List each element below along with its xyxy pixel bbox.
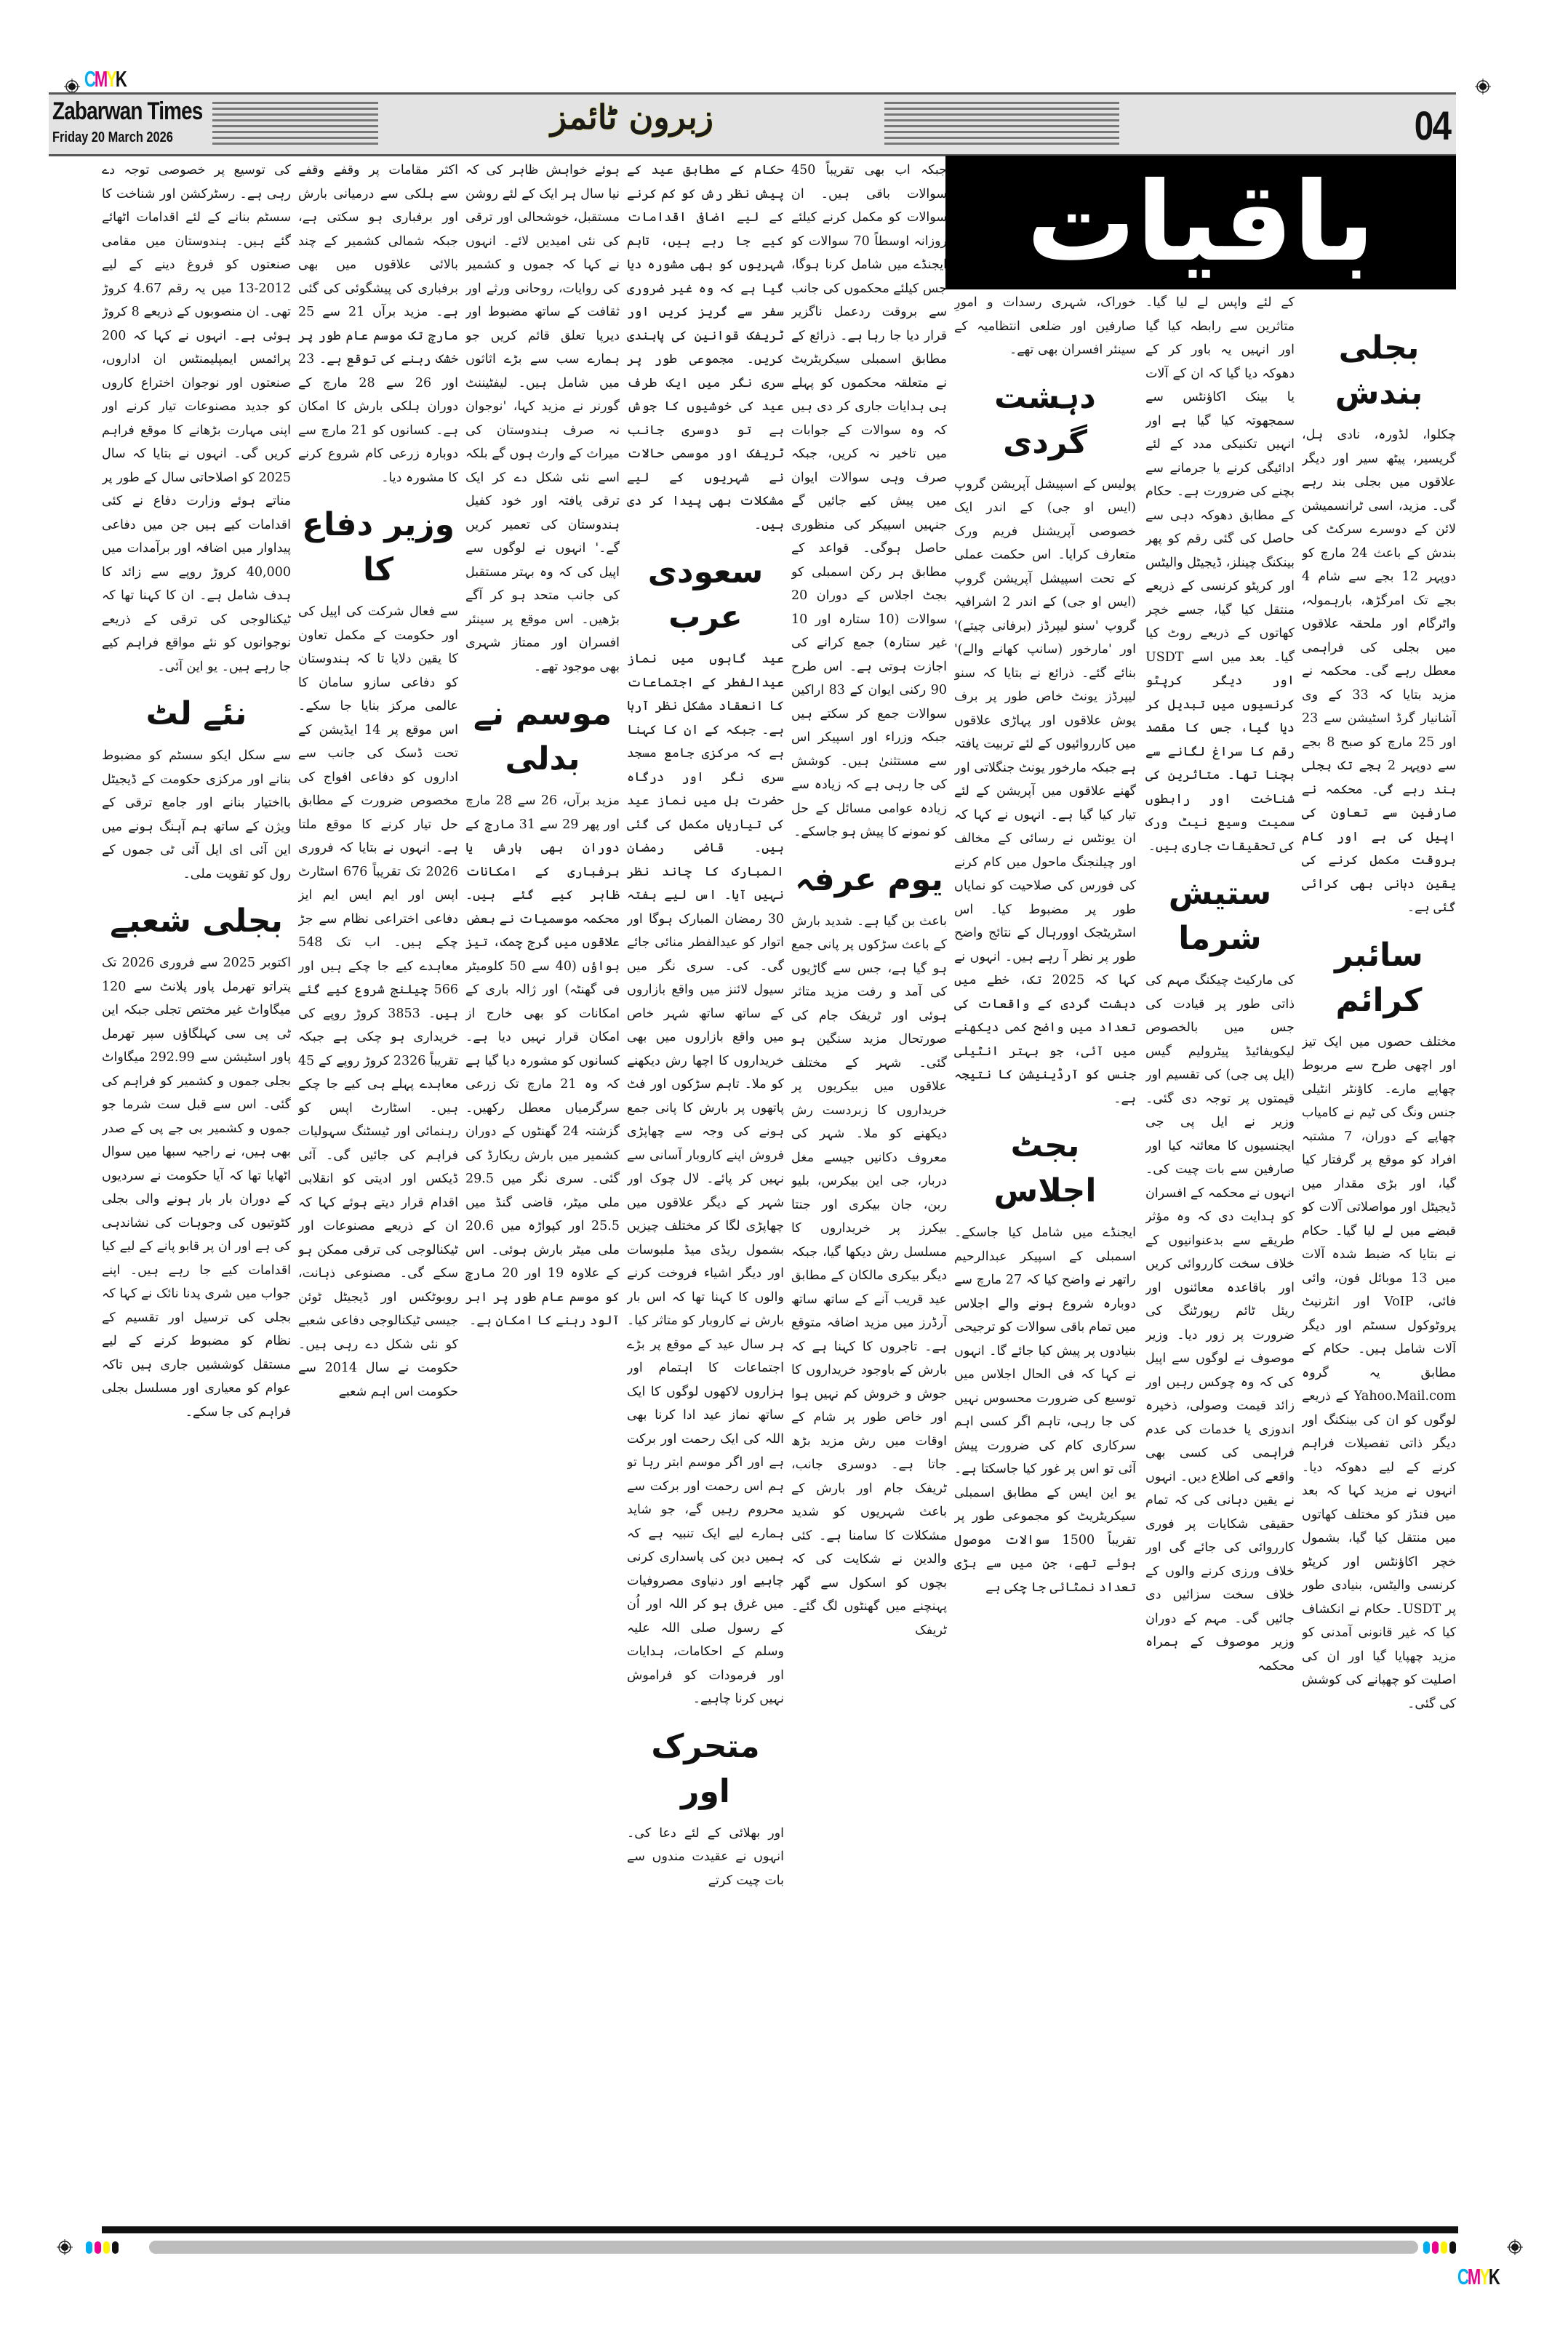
news-column (298, 159, 458, 2218)
article-body: اکثر مقامات پر وقفے وقفے سے ہلکی سے درمیانی بارش اور برفباری ہو سکتی ہے، جبکہ شمالی کشمیر کے چند بالائی علاقوں میں بھی برفباری کی پیشگوئی کی گئی ہے۔ مزید برآں 21 سے 25 مارچ تک موسم عام طور پر خشک رہنے کی توقع ہے۔ 23 اور 26 سے 28 مارچ کے دوران ہلکی بارش کا امکان ہے۔ کسانوں کو 21 مارچ سے دوبارہ زرعی کام شروع کرنے کا مشورہ دیا۔ (298, 163, 458, 485)
news-column (627, 159, 784, 2218)
news-column (102, 159, 291, 2218)
news-column (954, 291, 1136, 2218)
article-headline: سائبر کرائم (1335, 936, 1423, 1019)
article-headline: بجٹ اجلاس (993, 1127, 1097, 1209)
color-swatches-right (1423, 2241, 1456, 2254)
page-number: 04 (1414, 103, 1450, 148)
article-body: کے لئے واپس لے لیا گیا۔ متاثرین سے رابطہ کیا گیا اور انہیں یہ باور کر کے دھوکہ دیا گیا کہ ان کے آلات یا بینک اکاؤنٹس سے سمجھوتہ کیا گیا ہے اور انہیں تکنیکی مدد کے لئے ادائیگی کرنے یا جرمانے سے بچنے کی ضرورت ہے۔ حکام کے مطابق دھوکہ دہی سے حاصل کی گئی رقم کو پھر بینکنگ چینلز، ڈیجیٹل والیٹس اور کرپٹو کرنسی کے ذریعے منتقل کیا گیا، جسے خچر کھاتوں کے ذریعے روٹ کیا گیا۔ بعد میں اسے USDT اور دیگر کرپٹو کرنسیوں میں تبدیل کر دیا گیا، جس کا مقصد رقم کا سراغ لگانے سے بچنا تھا۔ متاثرین کی شناخت اور رابطوں سمیت وسیع نیٹ ورک کی تحقیقات جاری ہیں۔ (1145, 295, 1295, 854)
article-body: مزید برآں، 26 سے 28 مارچ اور پھر 29 سے 31 مارچ کے دوران بھی بارش یا برفباری کے امکانات ظاہر کیے گئے ہیں۔ محکمہ موسمیات نے بعض علاقوں میں گرج چمک، تیز ہواؤں (40 سے 50 کلومیٹر فی گھنٹہ) اور ژالہ باری کے امکانات کو بھی خارج از امکان قرار نہیں دیا ہے۔ کسانوں کو مشورہ دیا گیا ہے کہ وہ 21 مارچ تک زرعی سرگرمیاں معطل رکھیں۔ گزشتہ 24 گھنٹوں کے دوران کشمیر میں بارش ریکارڈ کی گئی۔ سری نگر میں 29.5 ملی میٹر، قاضی گنڈ میں 25.5 اور کپواڑہ میں 20.6 ملی میٹر بارش ہوئی۔ اس کے علاوہ 19 اور 20 مارچ کو موسم عام طور پر ابر آلود رہنے کا امکان ہے۔ (465, 793, 620, 1328)
color-swatches-left (86, 2241, 119, 2254)
news-column (1145, 291, 1295, 2218)
masthead-date: Friday 20 March 2026 (52, 129, 173, 145)
masthead-urdu-logo: زبرون ٹائمز (550, 97, 713, 137)
article-headline: یوم عرفہ (795, 860, 943, 898)
masthead (49, 92, 1456, 156)
registration-mark-top-right (1475, 79, 1491, 95)
article-body: کی مارکیٹ چیکنگ مہم کی ذاتی طور پر قیادت کی جس میں بالخصوص لیکویفائیڈ پیٹرولیم گیس (ایل پی جی) کی تقسیم اور قیمتوں پر توجہ دی گئی۔ وزیر نے ایل پی جی ایجنسیوں کا معائنہ کیا اور صارفین سے بات چیت کی۔ انہوں نے محکمہ کے افسران کو ہدایت دی کہ وہ مؤثر طریقے سے بدعنوانیوں کے خلاف سخت کارروائی کریں اور باقاعدہ معائنوں اور ریئل ٹائم رپورٹنگ کی ضرورت پر زور دیا۔ وزیر موصوف نے لوگوں سے اپیل کی کہ وہ چوکس رہیں اور زائد قیمت وصولی، ذخیرہ اندوزی یا خدمات کی عدم فراہمی کی کسی بھی واقعے کی اطلاع دیں۔ انہوں نے یقین دہانی کی کہ تمام حقیقی شکایات پر فوری کارروائی کی جائے گی اور خلاف ورزی کرنے والوں کے خلاف سخت سزائیں دی جائیں گی۔ مہم کے دوران وزیر موصوف کے ہمراہ محکمہ (1145, 973, 1295, 1673)
news-column (791, 159, 947, 2218)
article-body: مختلف حصوں میں ایک تیز اور اچھی طرح سے مربوط چھاپے مارے۔ کاؤنٹر انٹیلی جنس ونگ کی ٹیم نے کامیاب چھاپے کے دوران، 7 مشتبہ افراد کو موقع پر گرفتار کیا گیا، اور بڑی مقدار میں ڈیجیٹل اور مواصلاتی آلات کو قبضے میں لے لیا گیا۔ حکام نے بتایا کہ ضبط شدہ آلات میں 13 موبائل فون، وائی فائی، VoIP اور انٹرنیٹ پروٹوکول سسٹم اور دیگر آلات شامل ہیں۔ حکام کے مطابق یہ گروہ Yahoo.Mail.com کے ذریعے لوگوں کو ان کی بینکنگ اور دیگر ذاتی تفصیلات فراہم کرنے کے لیے دھوکہ دیا۔ انہوں نے مزید کہا کہ بعد میں فنڈز کو مختلف کھاتوں میں منتقل کیا گیا، بشمول خچر اکاؤنٹس اور کرپٹو کرنسی والیٹس، بنیادی طور پر USDT۔ حکام نے انکشاف کیا کہ غیر قانونی آمدنی کو مزید چھپایا گیا اور ان کی اصلیت کو چھپانے کی کوشش کی گئی۔ (1302, 1034, 1456, 1711)
article-body: پولیس کے اسپیشل آپریشن گروپ (ایس او جی) کے اندر ایک خصوصی آپریشنل فریم ورک متعارف کرایا۔ اس حکمت عملی کے تحت اسپیشل آپریشن گروپ (ایس او جی) کے اندر 2 اشرافیہ گروپ 'سنو لیپرڈز (برفانی چیتے)' اور 'مارخور (سانپ کھانے والے)' بنائے گئے۔ ذرائع نے بتایا کہ سنو لیپرڈز یونٹ خاص طور پر برف پوش علاقوں اور پہاڑی علاقوں میں کارروائیوں کے لئے تربیت یافتہ ہے جبکہ مارخور یونٹ جنگلاتی اور گھنے علاقوں میں آپریشن کے لئے تیار کیا گیا ہے۔ انہوں نے کہا کہ ان یونٹس نے رسائی کے مخالف اور چیلنجنگ ماحول میں کام کرنے کی فورس کی صلاحیت کو نمایاں طور پر مضبوط کیا۔ اس اسٹریٹجک اوورہال کے نتائج واضح طور پر نظر آ رہے ہیں۔ انہوں نے کہا کہ 2025 تک، خطے میں دہشت گردی کے واقعات کی تعداد میں واضح کمی دیکھنے میں آئی، جو بہتر انٹیلی جنس کو آرڈینیشن کا نتیجہ ہے۔ (954, 476, 1136, 1106)
article-body: عید گاہوں میں نماز عیدالفطر کے اجتماعات کا انعقاد مشکل نظر آرہا ہے۔ جبکہ کے ان کا کہنا ہے کہ مرکزی جامع مسجد سری نگر اور درگاہ حضرت بل میں نماز عید کی تیاریاں مکمل کی گئی ہیں۔ قاضی رمضان المبارک کا چاند نظر نہیں آیا۔ اس لیے ہفتہ 30 رمضان المبارک ہوگا اور اتوار کو عیدالفطر منائی جائے گی۔ کی۔ سری نگر میں سیول لائنز میں واقع بازاروں کے ساتھ ساتھ شہر خاص میں واقع بازاروں میں بھی خریداروں کا اچھا رش دیکھنے کو ملا۔ تاہم سڑکوں اور فٹ پاتھوں پر بارش کا پانی جمع ہونے کی وجہ سے چھاپڑی فروش اپنے کاروبار آسانی سے نہیں کر پائے۔ لال چوک اور شہر کے دیگر علاقوں میں چھاپڑی لگا کر مختلف چیزیں بشمول ریڈی میڈ ملبوسات اور دیگر اشیاء فروخت کرنے والوں کا کہنا تھا کہ اس بار بارش نے کاروبار کو متاثر کیا۔ ہر سال عید کے موقع پر بڑے اجتماعات کا اہتمام اور ہزاروں لاکھوں لوگوں کا ایک ساتھ نماز عید ادا کرنا بھی اللہ کی ایک رحمت اور برکت ہے اور اگر موسم ابتر رہا تو ہم اس رحمت اور برکت سے محروم رہیں گے، جو شاید ہمارے لیے ایک تنبیہ ہے کہ ہمیں دین کی پاسداری کرنی چاہیے اور دنیاوی مصروفیات میں غرق ہو کر اللہ اور اُن کے رسول صلی اللہ علیہ وسلم کے احکامات، ہدایات اور فرمودات کو فراموش نہیں کرنا چاہیے۔ (627, 652, 784, 1706)
registration-target-icon (1475, 79, 1491, 95)
cmyk-label-bottom: CMYK (1457, 2263, 1499, 2289)
article-headline: موسم نے بدلی (473, 695, 612, 777)
article-headline: ستیش شرما (1168, 875, 1272, 957)
article-body: سے سکل ایکو سسٹم کو مضبوط بنانے اور مرکزی حکومت کے ڈیجیٹل بااختیار بنانے اور جامع ترقی کے ویژن کے ساتھ ہم آہنگ ہونے میں این آئی ای ایل آئی ٹی جموں کے رول کو تقویت ملی۔ (102, 748, 291, 881)
article-headline: متحرک اور (651, 1727, 760, 1810)
news-column (465, 159, 620, 2218)
article-body: چکلوا، لڈورہ، نادی ہل، گریسیر، پیٹھ سیر اور دیگر علاقوں میں بجلی بند رہے گی۔ مزید، اسی ٹرانسمیشن لائن کے دوسرے سرکٹ کی بندش کے باعث 24 مارچ کو دوپہر 12 بجے سے شام 4 بجے تک امرگڑھ، بارہمولہ، واٹرگام اور ملحقہ علاقوں میں بجلی کی فراہمی معطل رہے گی۔ محکمہ نے مزید بتایا کہ 33 کے وی آشانیار گرڈ اسٹیشن سے 23 اور 25 مارچ کو صبح 8 بجے سے دوپہر 2 بجے تک بجلی بند رہے گی۔ محکمہ نے صارفین سے تعاون کی اپیل کی ہے اور کام بروقت مکمل کرنے کی یقین دہانی بھی کرائی گئی ہے۔ (1302, 428, 1456, 915)
registration-target-icon (57, 2239, 73, 2255)
registration-target-icon (1507, 2239, 1523, 2255)
article-body: جبکہ اب بھی تقریباً 450 سوالات باقی ہیں۔ ان سوالات کو مکمل کرنے کیلئے روزانہ اوسطاً 70 سوالات کو ایجنڈے میں شامل کرنا ہوگا، جس کیلئے محکموں کی جانب سے بروقت ردعمل ناگزیر قرار دیا جا رہا ہے۔ ذرائع کے مطابق اسمبلی سیکریٹریٹ نے متعلقہ محکموں کو پہلے ہی ہدایات جاری کر دی ہیں کہ وہ سوالات کے جوابات میں تاخیر نہ کریں، جبکہ صرف وہی سوالات ایوان میں پیش کیے جائیں گے جنہیں اسپیکر کی منظوری حاصل ہوگی۔ قواعد کے مطابق ہر رکن اسمبلی کو بجٹ اجلاس کے دوران 20 سوالات (10 ستارہ اور 10 غیر ستارہ) جمع کرانے کی اجازت ہوتی ہے۔ اس طرح 90 رکنی ایوان کے 83 اراکین سوالات جمع کر سکتے ہیں جبکہ وزراء اور اسپیکر اس سے مستثنیٰ ہیں۔ کوشش کی جا رہی ہے کہ زیادہ سے زیادہ عوامی مسائل کے حل کو نمونے کا پیش ہو جاسکے۔ (791, 163, 947, 839)
section-banner: باقیات (945, 156, 1456, 289)
article-body: خوراک، شہری رسدات و امورِ صارفین اور ضلعی انتظامیہ کے سینئر افسران بھی تھے۔ (954, 295, 1136, 357)
article-body: ایجنڈے میں شامل کیا جاسکے۔ اسمبلی کے اسپیکر عبدالرحیم راتھر نے واضح کیا کہ 27 مارچ سے دوبارہ شروع ہونے والے اجلاس میں تمام باقی سوالات کو ترجیحی بنیادوں پر پیش کیا جائے گا۔ انہوں نے کہا کہ فی الحال اجلاس میں توسیع کی ضرورت محسوس نہیں کی جا رہی، تاہم اگر کسی اہم سرکاری کام کی ضرورت پیش آئی تو اس پر غور کیا جاسکتا ہے۔ یو این ایس کے مطابق اسمبلی سیکریٹریٹ کو مجموعی طور پر تقریباً 1500 سوالات موصول ہوئے تھے، جن میں سے بڑی تعداد نمٹائی جا چکی ہے (954, 1225, 1136, 1595)
yellow-swatch (103, 2241, 110, 2254)
masthead-rule-lines-left (212, 102, 378, 147)
registration-mark-bottom-left (57, 2239, 73, 2255)
cmyk-label-top: CMYK (84, 65, 126, 92)
article-headline: وزیر دفاع کا (302, 506, 455, 588)
magenta-swatch (95, 2241, 101, 2254)
article-body: حکام کے مطابق عید کے پیش نظر رش کو کم کرنے کے لیے اضافی اقدامات کیے جا رہے ہیں، تاہم شہریوں کو بھی مشورہ دیا گیا ہے کہ وہ غیر ضروری سفر سے گریز کریں اور ٹریفک قوانین کی پابندی کریں۔ مجموعی طور پر سری نگر میں ایک طرف عید کی خوشیوں کا جوش ہے تو دوسری جانب ٹریفک اور موسمی حالات نے شہریوں کے لیے مشکلات بھی پیدا کر دی ہیں۔ (627, 163, 784, 532)
magenta-swatch (1432, 2241, 1439, 2254)
registration-mark-bottom-right (1507, 2239, 1523, 2255)
article-body: باعث بن گیا ہے۔ شدید بارش کے باعث سڑکوں پر پانی جمع ہو گیا ہے، جس سے گاڑیوں کی آمد و رفت مزید متاثر ہوئی اور ٹریفک جام کی صورتحال مزید سنگین ہو گئی۔ شہر کے مختلف علاقوں میں بیکریوں پر خریداروں کا زبردست رش دیکھنے کو ملا۔ شہر کی معروف دکانیں جیسے مغل دربار، جی این بیکرس، بلیو ربن، جان بیکری اور جنتا بیکرز پر خریداروں کا مسلسل رش دیکھا گیا، جبکہ دیگر بیکری مالکان کے مطابق عید قریب آنے کے ساتھ ساتھ آرڈرز میں مزید اضافہ متوقع ہے۔ تاجروں کا کہنا ہے کہ بارش کے باوجود خریداروں کا جوش و خروش کم نہیں ہوا اور خاص طور پر شام کے اوقات میں رش مزید بڑھ جاتا ہے۔ دوسری جانب، ٹریفک جام اور بارش کے باعث شہریوں کو شدید مشکلات کا سامنا ہے۔ کئی والدین نے شکایت کی کہ بچوں کو اسکول سے گھر پہنچنے میں گھنٹوں لگ گئے۔ ٹریفک (791, 913, 947, 1638)
article-headline: دہشت گردی (994, 378, 1096, 461)
cyan-swatch (86, 2241, 92, 2254)
article-body: اور بھلائی کے لئے دعا کی۔ انہوں نے عقیدت مندوں سے بات چیت کرتے (627, 1825, 784, 1888)
black-swatch (112, 2241, 119, 2254)
article-body: سے فعال شرکت کی اپیل کی اور حکومت کے مکمل تعاون کا یقین دلایا تا کہ ہندوستان کو دفاعی سازو سامان کا عالمی مرکز بنایا جا سکے۔ اس موقع پر 14 ایڈیشن کے تحت ڈسک کی جانب سے اداروں کو دفاعی افواج کی مخصوص ضرورت کے مطابق حل تیار کرنے کا موقع ملتا ہے۔ انہوں نے بتایا کہ فروری 2026 تک تقریباً 676 اسٹارٹ اپس اور ایم ایس ایم ایز دفاعی اختراعی نظام سے جڑ چکے ہیں۔ اب تک 548 معاہدے کیے جا چکے ہیں اور 566 چیلنج شروع کیے گئے ہیں۔ 3853 کروڑ روپے کی خریداری ہو چکی ہے جبکہ تقریباً 2326 کروڑ روپے کے 45 معاہدے پہلے ہی کیے جا چکے ہیں۔ اسٹارٹ اپس کو رہنمائی اور ٹیسٹنگ سہولیات فراہم کی جائیں گی۔ آئی ڈیکس اور ادیتی کو انقلابی اقدام قرار دیتے ہوئے کہا کہ ان کے ذریعے مصنوعات اور ٹیکنالوجی کی ترقی ممکن ہو سکے گی۔ مصنوعی ذہانت، روبوٹکس اور ڈیجیٹل ٹوئن جیسی ٹیکنالوجی دفاعی شعبے کو نئی شکل دے رہی ہیں۔ حکومت نے سال 2014 سے حکومت اس اہم شعبے (298, 604, 458, 1399)
yellow-swatch (1441, 2241, 1447, 2254)
article-headline: بجلی شعبے (110, 903, 283, 940)
article-headline: سعودی عرب (647, 553, 764, 636)
article-body: کی توسیع پر خصوصی توجہ دے رہی ہے۔ رسٹرکشن اور شناخت کا سسٹم بنانے کے لئے اقدامات اٹھائے گئے ہیں۔ ہندوستان میں مقامی صنعتوں کو فروغ دینے کے لیے 2012-13 میں یہ رقم 4.67 کروڑ تھی۔ ان منصوبوں کے ذریعے 8 کروڑ ہوئی ہے۔ انہوں نے کہا کہ 200 پرائمس ایمپلیمنٹس ان اداروں، صنعتوں اور نوجوان اختراع کاروں کو جدید مصنوعات تیار کرنے اور اپنی مہارت بڑھانے کا موقع فراہم کریں گی۔ انہوں نے بتایا کہ سال 2025 کو اصلاحاتی سال کے طور پر مناتے ہوئے وزارت دفاع نے کئی اقدامات کیے ہیں جن میں دفاعی پیداوار میں اضافہ اور برآمدات میں 40,000 کروڑ روپے سے زائد کا ہدف شامل ہے۔ ان کا کہنا تھا کہ ٹیکنالوجی کی ترقی کے ذریعے نوجوانوں کو نئے مواقع فراہم کیے جا رہے ہیں۔ یو این آئی۔ (102, 163, 291, 674)
article-headline: نئے لٹ (145, 695, 247, 732)
article-body: ہوئے خواہش ظاہر کی کہ نیا سال ہر ایک کے لئے روشن مستقبل، خوشحالی اور ترقی کی نئی امیدیں لائے۔ انہوں نے کہا کہ جموں و کشمیر کی روایات، روحانی ورثے اور ثقافت کے ساتھ مضبوط اور دیرپا تعلق قائم کریں جو ہمارے سب سے بڑے اثاثوں میں شامل ہیں۔ لیفٹیننٹ گورنر نے مزید کہا، 'نوجوان نہ صرف ہندوستان کی میراث کے وارث ہوں گے بلکہ اسے نئی شکل دے کر ایک ترقی یافتہ اور خود کفیل ہندوستان کی تعمیر کریں گے۔' انہوں نے لوگوں سے اپیل کی کہ وہ بہتر مستقبل کی جانب متحد ہو کر آگے بڑھیں۔ اس موقع پر سینئر افسران اور ممتاز شہری بھی موجود تھے۔ (465, 163, 620, 674)
article-body: اکتوبر 2025 سے فروری 2026 تک پتراتو تھرمل پاور پلانٹ سے 120 میگاواٹ غیر مختص تجلی جبکہ این ٹی پی سی کہلگاؤں سپر تھرمل پاور اسٹیشن سے 292.99 میگاواٹ بجلی جموں و کشمیر کو فراہم کی گئی۔ اس سے قبل ست شرما جو جموں و کشمیر بی جے پی کے صدر بھی ہیں، نے راجیہ سبھا میں سوال اٹھایا تھا کہ آیا حکومت نے سردیوں کے دوران بار بار ہونے والی بجلی کٹوتیوں کی وجوہات کی نشاندہی کی ہے اور ان پر قابو پانے کے لیے کیا اقدامات کیے جا رہے ہیں۔ اپنے جواب میں شری پدنا نائک نے کہا کہ بجلی کی ترسیل اور تقسیم کے نظام کو مضبوط کرنے کے لیے مستقل کوششیں جاری ہیں تاکہ عوام کو معیاری اور مسلسل بجلی فراہم کی جا سکے۔ (102, 956, 291, 1420)
color-control-bar (149, 2241, 1418, 2254)
bottom-rule (102, 2226, 1458, 2233)
masthead-english-title: Zabarwan Times (52, 97, 203, 125)
masthead-rule-lines-right (884, 102, 1119, 147)
article-headline: بجلی بندش (1335, 329, 1423, 412)
cyan-swatch (1423, 2241, 1430, 2254)
black-swatch (1449, 2241, 1456, 2254)
news-column (1302, 313, 1456, 2218)
